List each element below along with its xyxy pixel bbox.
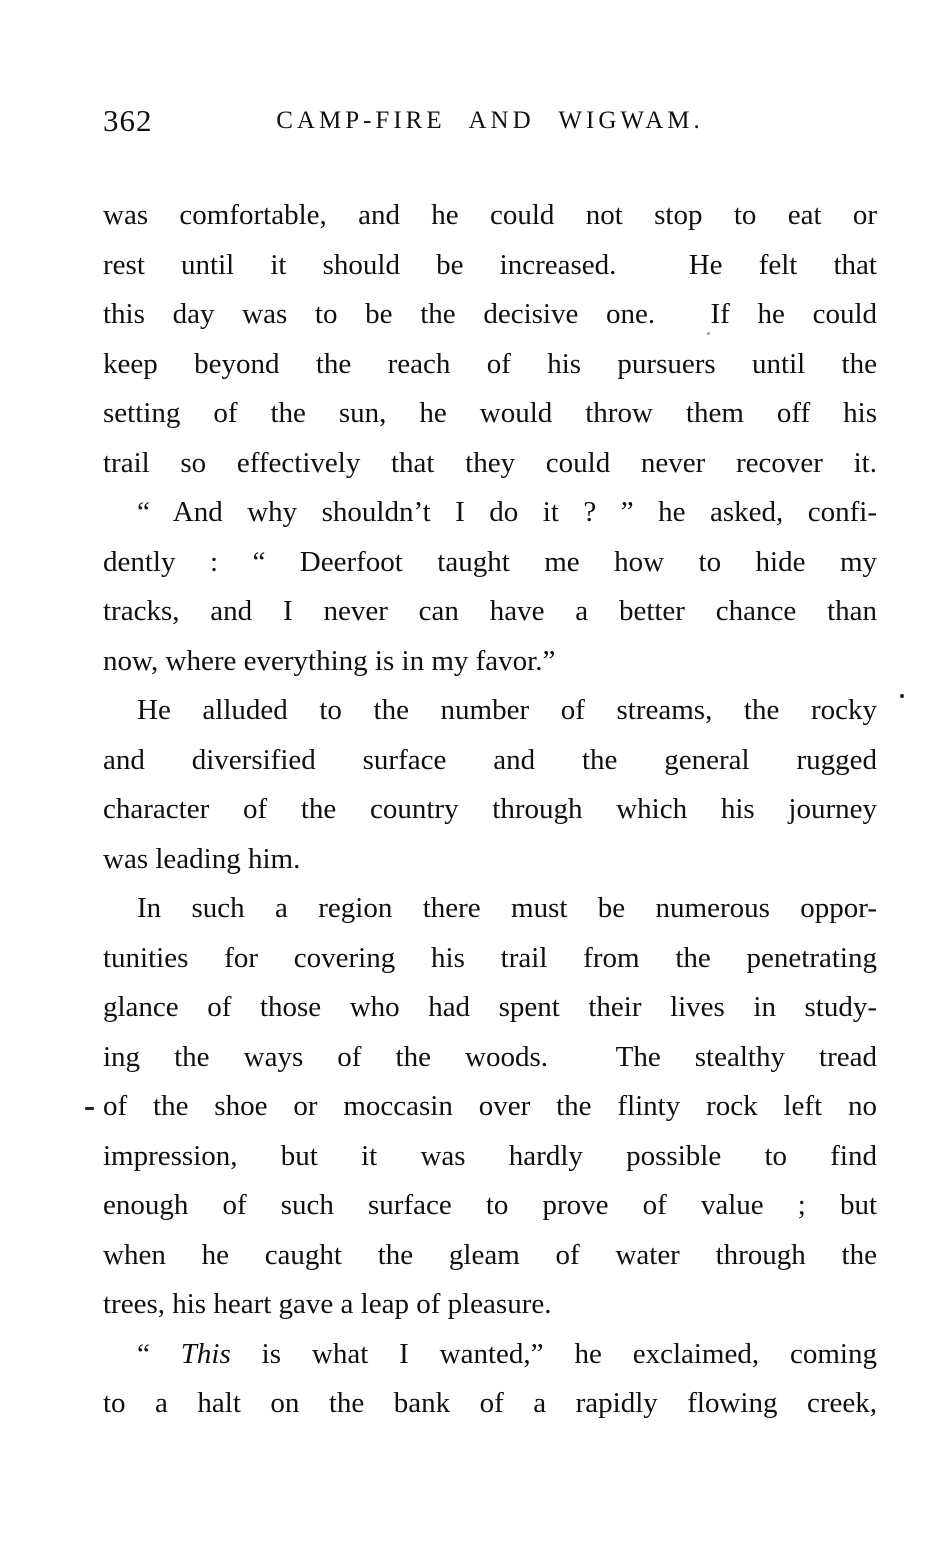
- text-line: enough of such surface to prove of value ; but: [103, 1189, 877, 1221]
- text-line: now, where everything is in my favor.”: [103, 644, 556, 677]
- scan-speck: [900, 694, 904, 698]
- text-line: ing the ways of the woods. The stealthy tread: [103, 1040, 877, 1073]
- text-line: when he caught the gleam of water through the: [103, 1238, 877, 1271]
- text-line: “ This is what I wanted,” he exclaimed, coming: [137, 1337, 877, 1370]
- text-line: was leading him.: [103, 842, 301, 875]
- text-line: trees, his heart gave a leap of pleasure.: [103, 1288, 552, 1320]
- text-line: “ And why shouldn’t I do it ? ” he asked, confi-: [137, 496, 877, 528]
- scan-speck: [707, 332, 710, 335]
- text-line: dently : “ Deerfoot taught me how to hide my: [103, 545, 877, 578]
- text-line: tracks, and I never can have a better chance than: [103, 595, 877, 627]
- text-line: to a halt on the bank of a rapidly flowing creek,: [103, 1387, 877, 1419]
- text-line: rest until it should be increased. He felt that: [103, 248, 877, 281]
- page-number: 362: [103, 103, 153, 138]
- page-body-text: [103, 191, 877, 1429]
- running-title: CAMP-FIRE AND WIGWAM.: [276, 107, 704, 134]
- scan-speck: [85, 1107, 94, 1110]
- text-line: and diversified surface and the general rugged: [103, 743, 877, 776]
- paragraph: [103, 191, 877, 488]
- paragraph: [103, 884, 877, 1330]
- text-line: trail so effectively that they could never recover it.: [103, 446, 877, 479]
- text-line: setting of the sun, he would throw them off his: [103, 397, 877, 429]
- text-line: this day was to be the decisive one. If he could: [103, 298, 877, 330]
- page-header: [103, 103, 877, 145]
- text-line: character of the country through which his journey: [103, 793, 877, 825]
- text-line: was comfortable, and he could not stop to eat or: [103, 199, 877, 231]
- text-line: He alluded to the number of streams, the rocky: [137, 694, 877, 726]
- text-line: keep beyond the reach of his pursuers until the: [103, 347, 877, 380]
- text-line: glance of those who had spent their lives in study-: [103, 991, 877, 1023]
- paragraph: [103, 686, 877, 884]
- paragraph: [103, 488, 877, 686]
- text-line: of the shoe or moccasin over the flinty rock left no: [103, 1090, 877, 1122]
- text-line: tunities for covering his trail from the penetrating: [103, 941, 877, 974]
- paragraph: [103, 1330, 877, 1429]
- text-line: impression, but it was hardly possible to find: [103, 1139, 877, 1172]
- text-line: In such a region there must be numerous oppor-: [137, 892, 877, 924]
